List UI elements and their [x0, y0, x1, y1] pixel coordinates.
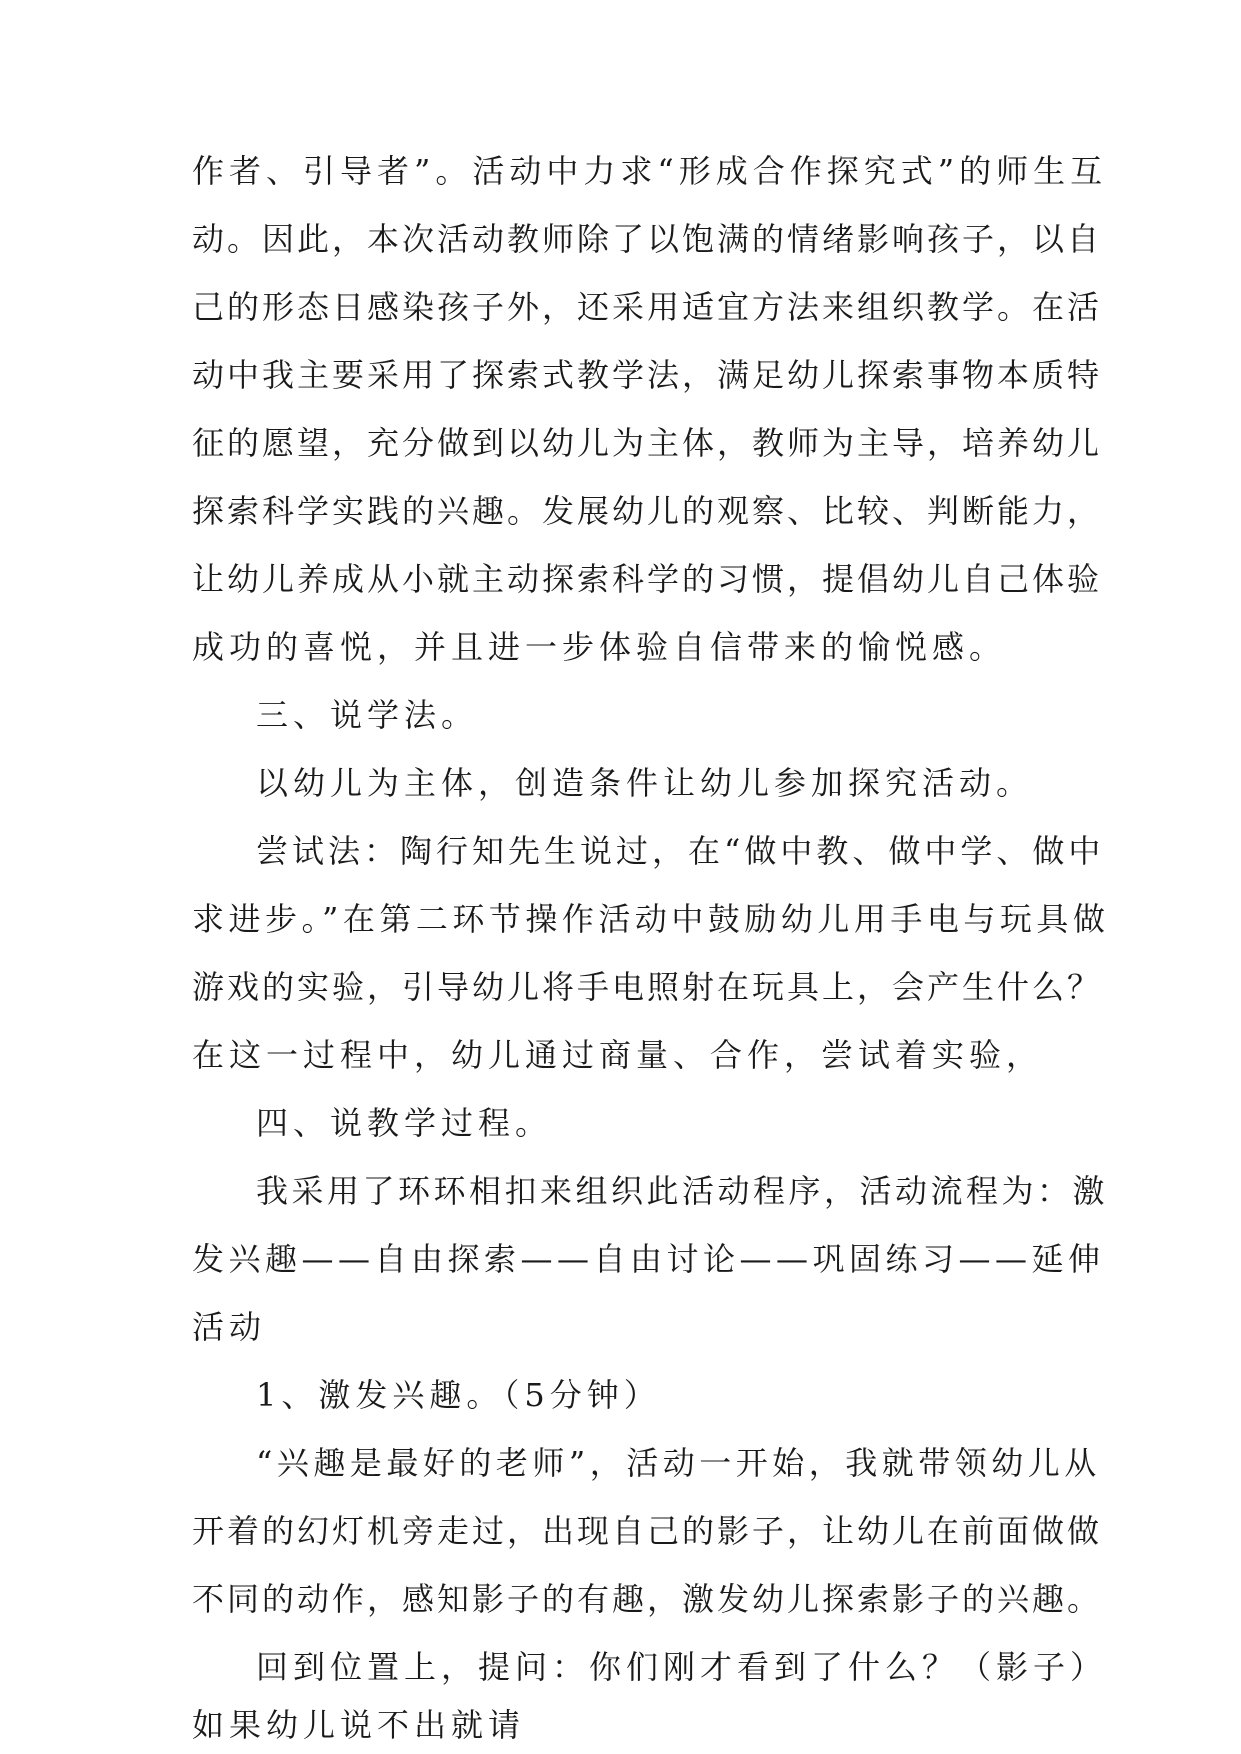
paragraph-line: 尝试法：陶行知先生说过，在“做中教、做中学、做中 — [256, 832, 1105, 870]
paragraph-line: 开着的幻灯机旁走过，出现自己的影子，让幼儿在前面做做 — [192, 1512, 1103, 1550]
paragraph-line: 游戏的实验，引导幼儿将手电照射在玩具上，会产生什么？ — [192, 968, 1103, 1006]
paragraph-line: 我采用了环环相扣来组织此活动程序，活动流程为：激 — [256, 1172, 1109, 1210]
paragraph-line: 己的形态日感染孩子外，还采用适宜方法来组织教学。在活 — [192, 288, 1103, 326]
section-heading: 三、说学法。 — [256, 696, 479, 734]
paragraph-line: 动。因此，本次活动教师除了以饱满的情绪影响孩子，以自 — [192, 220, 1103, 258]
paragraph-line: 回到位置上，提问：你们刚才看到了什么？（影子） — [256, 1648, 1108, 1686]
paragraph-line: 让幼儿养成从小就主动探索科学的习惯，提倡幼儿自己体验 — [192, 560, 1103, 598]
paragraph-line: 以幼儿为主体，创造条件让幼儿参加探究活动。 — [256, 764, 1034, 802]
paragraph-line: 在这一过程中，幼儿通过商量、合作，尝试着实验， — [192, 1036, 1044, 1074]
paragraph-line: 成功的喜悦，并且进一步体验自信带来的愉悦感。 — [192, 628, 1007, 666]
paragraph-line: 动中我主要采用了探索式教学法，满足幼儿探索事物本质特 — [192, 356, 1103, 394]
paragraph-line: 作者、引导者”。活动中力求“形成合作探究式”的师生互 — [192, 152, 1108, 190]
paragraph-line: “兴趣是最好的老师”，活动一开始，我就带领幼儿从 — [256, 1444, 1101, 1482]
section-heading: 四、说教学过程。 — [256, 1104, 553, 1142]
paragraph-line: 探索科学实践的兴趣。发展幼儿的观察、比较、判断能力， — [192, 492, 1103, 530]
paragraph-line: 求进步。”在第二环节操作活动中鼓励幼儿用手电与玩具做 — [192, 900, 1110, 938]
paragraph-line: 活动 — [192, 1308, 267, 1346]
paragraph-line: 发兴趣——自由探索——自由讨论——巩固练习——延伸 — [192, 1240, 1105, 1278]
paragraph-line: 征的愿望，充分做到以幼儿为主体，教师为主导，培养幼儿 — [192, 424, 1103, 462]
paragraph-line: 如果幼儿说不出就请 — [192, 1706, 526, 1744]
subsection-heading: 1、激发兴趣。（5分钟） — [256, 1376, 661, 1414]
paragraph-line: 不同的动作，感知影子的有趣，激发幼儿探索影子的兴趣。 — [192, 1580, 1103, 1618]
